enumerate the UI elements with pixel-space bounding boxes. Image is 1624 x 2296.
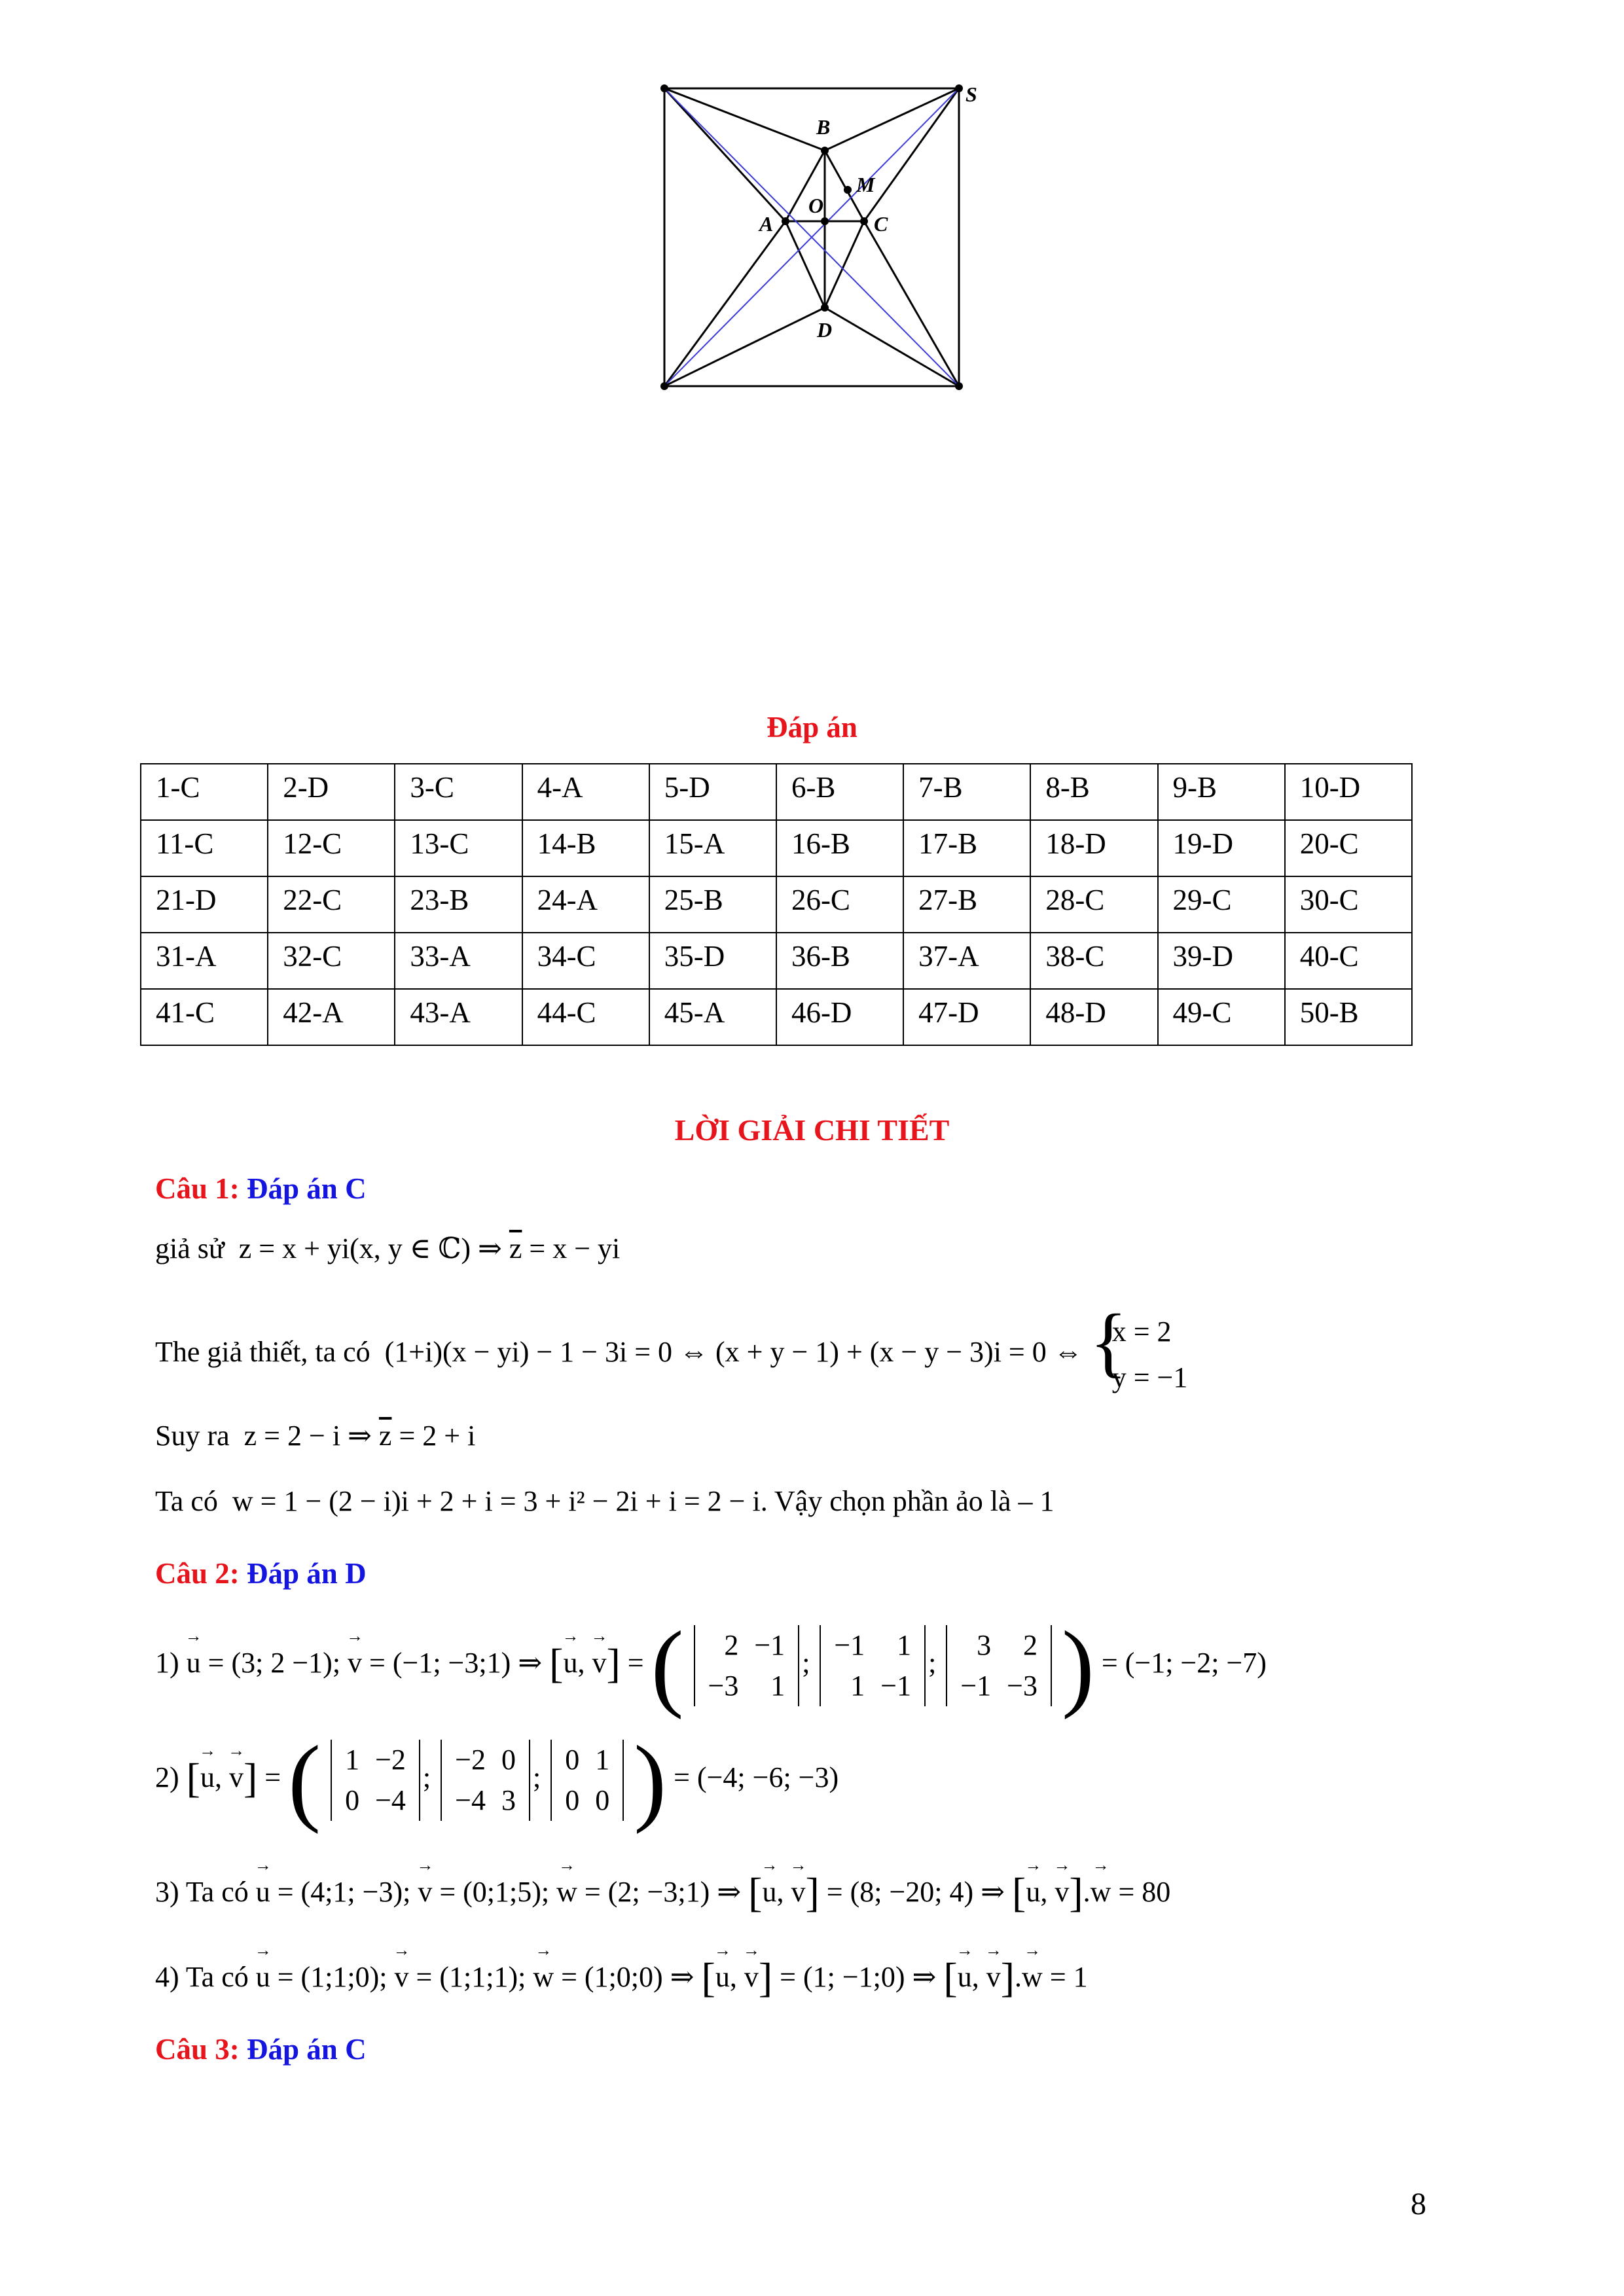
answer-row (141, 820, 1412, 876)
answer-cell: 7-B (903, 764, 1030, 820)
answer-cell: 25-B (649, 876, 776, 933)
answer-cell: 42-A (268, 989, 395, 1045)
q2-part-1: 1) → u = (3; 2 −1); → v = (−1; −3;1) ⇒ [→ u, → v] = ( 2 −1 −3 1 ; −1 1 1 −1 ; 3 2 −1 −3 ) = (−1; −2; −7) (155, 1617, 1267, 1715)
answer-cell: 11-C (141, 820, 268, 876)
answer-cell: 22-C (268, 876, 395, 933)
answer-cell: 45-A (649, 989, 776, 1045)
answer-row (141, 876, 1412, 933)
label-s: S (965, 82, 977, 106)
answer-cell: 1-C (141, 764, 268, 820)
answer-cell: 20-C (1285, 820, 1412, 876)
label-a: A (759, 212, 774, 236)
answer-cell: 14-B (522, 820, 649, 876)
answer-cell: 18-D (1030, 820, 1157, 876)
answer-cell: 44-C (522, 989, 649, 1045)
answer-cell: 16-B (776, 820, 903, 876)
answer-cell: 50-B (1285, 989, 1412, 1045)
q1-line-1: giả sử z = x + yi(x, y ∈ ℂ) ⇒ $\overline{z} = x$ − yi (155, 1232, 621, 1265)
question-3-title: Câu 3: Đáp án C (155, 2033, 367, 2066)
answer-cell: 40-C (1285, 933, 1412, 989)
q2-part-3: 3) Ta có → u = (4;1; −3); → v = (0;1;5); → w = (2; −3;1) ⇒ [→ u, → v] = (8; −20; 4) ⇒ [→ u, → v].→ w = 80 (155, 1869, 1170, 1917)
label-o: O (808, 194, 824, 217)
answer-cell: 41-C (141, 989, 268, 1045)
answer-row (141, 989, 1412, 1045)
question-1-title: Câu 1: Đáp án C (155, 1172, 367, 1205)
q1-line-2: The giả thiết, ta có (1+i)(x − yi) − 1 − 3i = 0 ⇔ (x + y − 1) + (x − y − 3)i = 0 ⇔ { x = 2 y = −1 (155, 1309, 1187, 1401)
label-d: D (817, 318, 833, 342)
answer-cell: 26-C (776, 876, 903, 933)
answer-cell: 37-A (903, 933, 1030, 989)
page-number: 8 (1411, 2187, 1426, 2221)
answer-cell: 32-C (268, 933, 395, 989)
q1-line-4: Ta có w = 1 − (2 − i)i + 2 + i = 3 + i² − 2i + i = 2 − i. Vậy chọn phần ảo là – 1 (155, 1485, 1055, 1517)
answer-cell: 24-A (522, 876, 649, 933)
q2-part-4: 4) Ta có → u = (1;1;0); → v = (1;1;1); → w = (1;0;0) ⇒ [→ u, → v] = (1; −1;0) ⇒ [→ u, → v].→ w = 1 (155, 1954, 1088, 2002)
label-m: M (856, 173, 875, 196)
answer-cell: 13-C (395, 820, 522, 876)
answer-cell: 8-B (1030, 764, 1157, 820)
answer-cell: 47-D (903, 989, 1030, 1045)
answer-cell: 36-B (776, 933, 903, 989)
answer-cell: 10-D (1285, 764, 1412, 820)
pyramid-figure (648, 72, 975, 399)
answer-cell: 21-D (141, 876, 268, 933)
answer-cell: 15-A (649, 820, 776, 876)
answer-cell: 12-C (268, 820, 395, 876)
answer-cell: 39-D (1158, 933, 1285, 989)
answer-cell: 31-A (141, 933, 268, 989)
answer-cell: 43-A (395, 989, 522, 1045)
answer-cell: 49-C (1158, 989, 1285, 1045)
q2-part-2: 2) [→ u, → v] = ( 1 −2 0 −4 ; −2 0 −4 3 ; 0 1 0 0 ) = (−4; −6; −3) (155, 1731, 839, 1829)
answer-cell: 33-A (395, 933, 522, 989)
label-c: C (874, 212, 888, 236)
answer-cell: 28-C (1030, 876, 1157, 933)
solution-heading: LỜI GIẢI CHI TIẾT (674, 1113, 950, 1147)
answer-cell: 35-D (649, 933, 776, 989)
answer-cell: 9-B (1158, 764, 1285, 820)
answer-cell: 3-C (395, 764, 522, 820)
answer-cell: 30-C (1285, 876, 1412, 933)
answer-cell: 34-C (522, 933, 649, 989)
answer-cell: 38-C (1030, 933, 1157, 989)
answer-table (140, 763, 1413, 1046)
label-b: B (816, 115, 831, 139)
answer-cell: 17-B (903, 820, 1030, 876)
answer-cell: 27-B (903, 876, 1030, 933)
equation-system: { x = 2 y = −1 (1089, 1298, 1188, 1393)
answer-cell: 46-D (776, 989, 903, 1045)
answer-cell: 48-D (1030, 989, 1157, 1045)
q1-line-3: Suy ra z = 2 − i ⇒ $\overline{z} = 2 + i$ (155, 1420, 476, 1452)
answer-cell: 2-D (268, 764, 395, 820)
question-2-title: Câu 2: Đáp án D (155, 1557, 367, 1590)
answer-row (141, 764, 1412, 820)
answer-cell: 6-B (776, 764, 903, 820)
answer-row (141, 933, 1412, 989)
answer-cell: 5-D (649, 764, 776, 820)
answer-cell: 29-C (1158, 876, 1285, 933)
answer-heading: Đáp án (767, 711, 857, 744)
answer-cell: 19-D (1158, 820, 1285, 876)
answer-cell: 4-A (522, 764, 649, 820)
answer-cell: 23-B (395, 876, 522, 933)
